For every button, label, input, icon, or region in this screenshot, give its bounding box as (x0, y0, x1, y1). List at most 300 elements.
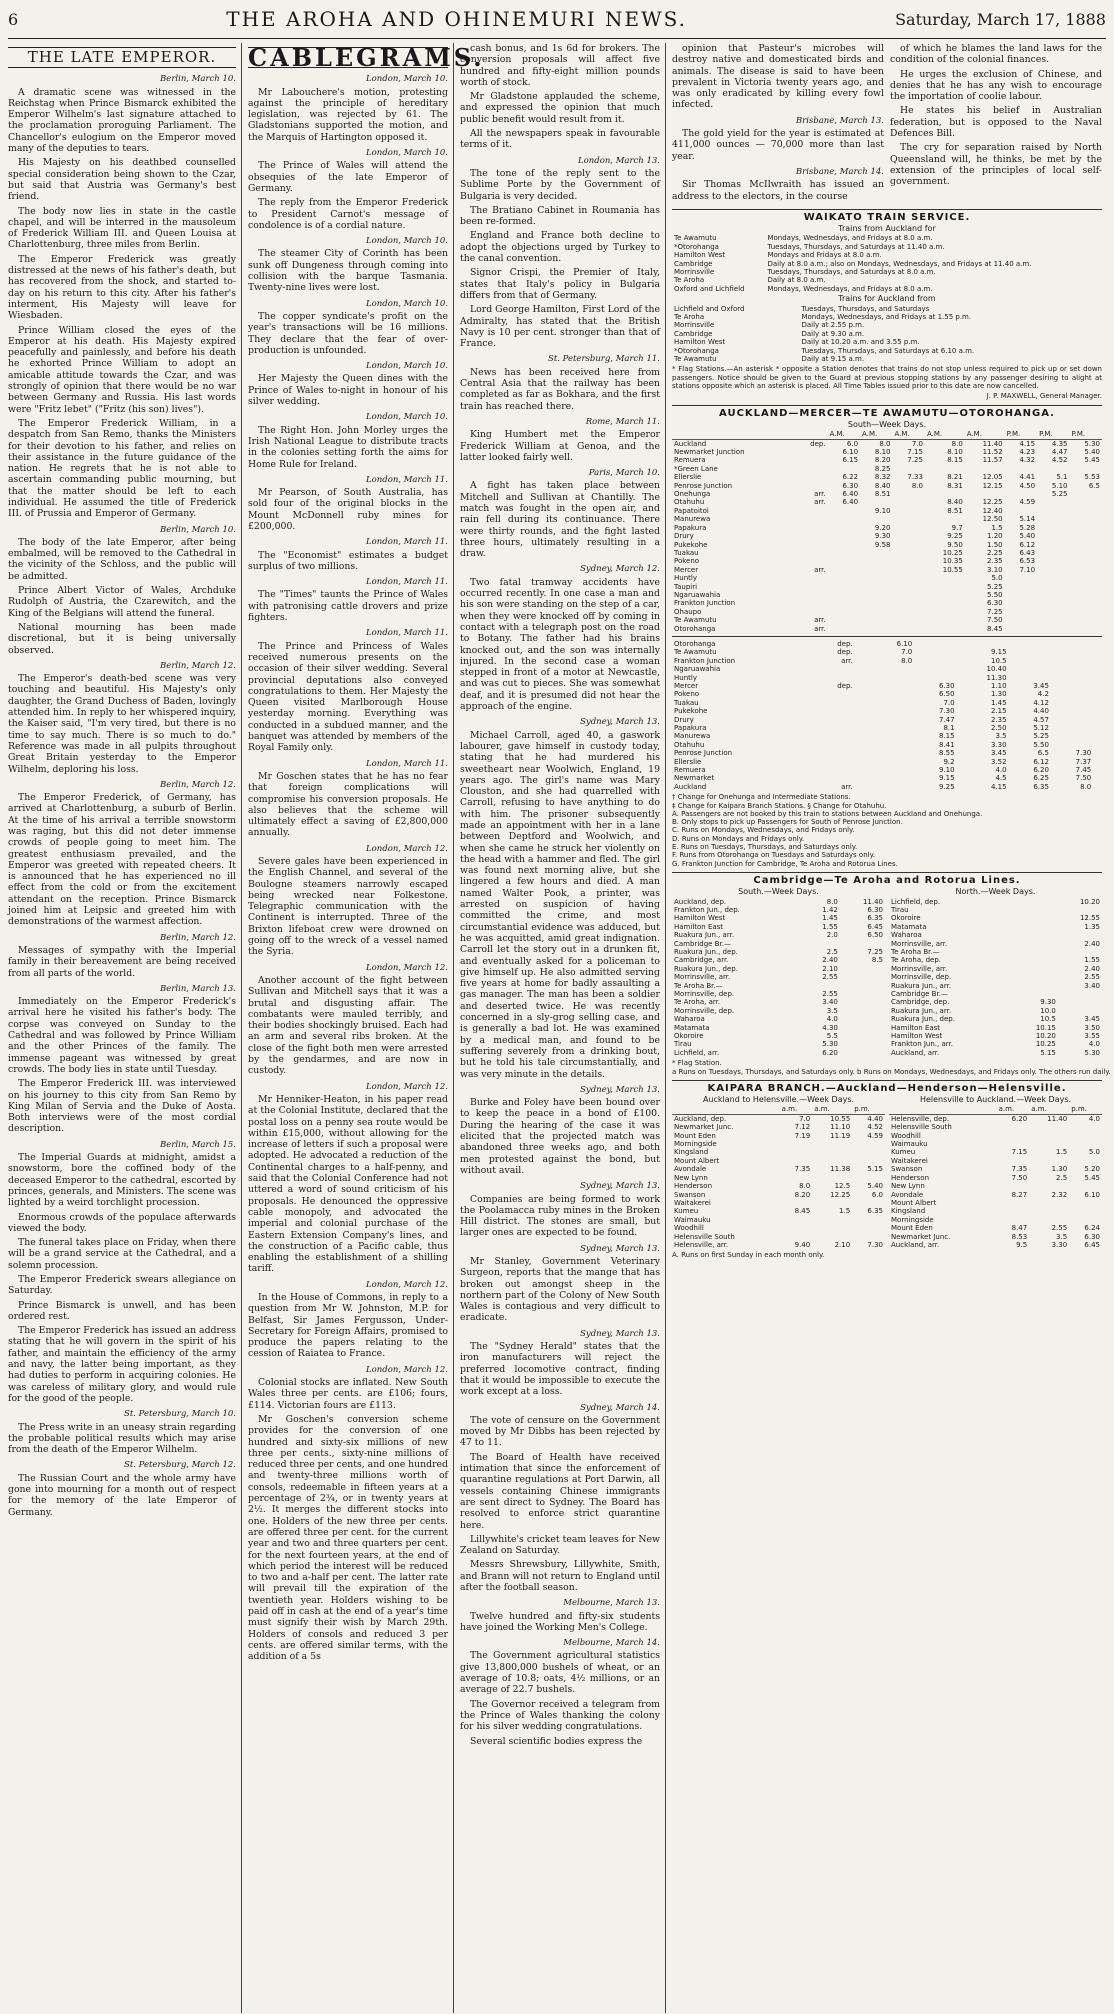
column-cablegrams-continued (460, 43, 666, 2013)
cell: arr. (841, 656, 853, 665)
table-row (672, 1024, 885, 1032)
cell (860, 599, 892, 607)
cell (1058, 906, 1102, 914)
cell (893, 608, 925, 616)
cell (957, 640, 1009, 648)
trains-from-auckland-table (672, 234, 1102, 293)
cell (1037, 507, 1069, 515)
station-name: Ohaupo (674, 607, 702, 616)
table-row (889, 1216, 1102, 1224)
cell: 3.55 (1084, 1032, 1100, 1041)
table-row (672, 1174, 885, 1182)
station-name: *Otorohanga (674, 242, 719, 251)
cell: 6.15 (842, 456, 859, 465)
timetable-subheading: North.—Week Days. (955, 887, 1036, 897)
cell: 7.15 (1011, 1148, 1028, 1157)
station-name: Otorohanga (674, 624, 716, 633)
paragraph: A dramatic scene was witnessed in the Reichstag when Prince Bismarck exhibited the Emperor Wilhelm's last signature attached to the proclamation proroguing Parliament. The Chancellor's eulogium on the Emperor moved many of the deputies to tears. (8, 86, 236, 155)
table-row (889, 1114, 1102, 1123)
paragraph: The Emperor Frederick William, in a despatch from San Remo, thanks the Ministers for their devotion to his father, and relies on their assistance in the future guidance of the nation. He regrets that he is not able to ascertain commanding public mourning, but that the matter should be left to each individual. He assumed the title of Frederick III. of Prussia and Emperor of Germany. (8, 417, 236, 520)
station-name: Woodhill (891, 1131, 921, 1140)
table-row (672, 456, 1102, 464)
cell (1069, 1199, 1102, 1207)
southbound-table (672, 430, 1102, 633)
station-name: Tirau (674, 1040, 692, 1049)
cell: 7.19 (794, 1131, 811, 1140)
cell: 11.38 (830, 1165, 851, 1174)
cell (872, 674, 914, 682)
cell (828, 515, 860, 523)
cell: 2.55 (1084, 973, 1100, 982)
cell: dep. (837, 682, 853, 690)
station-name: Drury (674, 715, 694, 724)
cell (828, 524, 860, 532)
dateline: London, March 13. (578, 155, 660, 166)
cell: 9.7 (951, 523, 963, 532)
cell (780, 1224, 813, 1232)
station-name: Morrinsville (674, 268, 715, 277)
table-row (672, 549, 1102, 557)
cell (1069, 1157, 1102, 1165)
auckland-otorohanga-timetable (672, 405, 1102, 868)
cell: 4.52 (867, 1123, 883, 1132)
cell (828, 616, 860, 624)
cell (1093, 783, 1102, 791)
cell (965, 465, 1005, 473)
table-row (672, 973, 885, 981)
cell: 3.5 (1056, 1232, 1068, 1241)
cell (840, 1024, 885, 1032)
station-name: Manurewa (674, 732, 711, 741)
paragraph: He states his belief in Australian federation, but is opposed to the Naval Defences Bill. (890, 105, 1102, 140)
table-row (672, 948, 885, 956)
station-name: Pukekohe (674, 540, 708, 549)
cell (893, 532, 925, 540)
news-item (248, 236, 448, 293)
paragraph: The Prince and Princess of Wales received numerous presents on the occasion of their silver wedding. Several provincial deputations also conveyed congratulations to them. Her Majesty the Queen visited Marlborough House yesterday morning. Everything was conducted in a subdued manner, and the banquet was attended by members of the Royal Family only. (248, 640, 448, 754)
cell: 12.05 (982, 473, 1003, 482)
note-line: A. Passengers are not booked by this train to stations between Auckland and Onehunga. (672, 809, 983, 818)
cell: 3.50 (1084, 1023, 1100, 1032)
cell: 8.40 (947, 498, 963, 507)
dateline: London, March 10. (366, 298, 448, 309)
cell (795, 583, 827, 591)
cell (840, 1032, 885, 1040)
table-row (889, 1148, 1102, 1156)
cell: 7.0 (943, 698, 955, 707)
cell (914, 674, 956, 682)
station-name: Auckland, arr. (891, 1240, 940, 1249)
station-name: New Lynn (891, 1182, 925, 1191)
table-row (889, 1157, 1102, 1165)
timetable-subheading: Helensville to Auckland.—Week Days. (919, 1095, 1072, 1105)
cell: 2.35 (990, 715, 1007, 724)
paragraph: Companies are being formed to work the Poolamacca ruby mines in the Broken Hill district. The stones are small, but larger ones are expected to be found. (460, 1193, 660, 1239)
table-row (889, 1224, 1102, 1232)
news-item (8, 1409, 236, 1455)
cell (1069, 1140, 1102, 1148)
cell: 10.35 (942, 557, 963, 566)
station-name: Morrinsville, arr. (891, 964, 948, 973)
timetable-title: Cambridge—Te Aroha and Rotorua Lines. (753, 874, 1021, 886)
cell: 7.25 (867, 947, 883, 956)
cell (965, 490, 1005, 498)
cell (997, 1216, 1030, 1224)
cell: arr. (814, 616, 826, 625)
table-row (672, 1123, 885, 1131)
cell (1051, 640, 1093, 648)
station-name: Waharoa (891, 931, 922, 940)
table-row (889, 923, 1102, 931)
cell (863, 783, 872, 791)
station-name: Te Aroha (674, 313, 705, 321)
cell (872, 732, 914, 740)
cell (795, 532, 827, 540)
station-name: Penrose Junction (674, 481, 733, 490)
station-name: Henderson (674, 1182, 713, 1191)
table-row (889, 898, 1102, 906)
cell (872, 699, 914, 707)
cell (855, 690, 864, 698)
table-row (672, 566, 1102, 574)
cell (780, 1233, 813, 1241)
paragraph: The Russian Court and the whole army have gone into mourning for a month out of respect for the memory of the late Emperor of Germany. (8, 1472, 236, 1518)
table-row (672, 591, 1102, 599)
cell: 9.5 (1016, 1240, 1028, 1249)
news-item (460, 1329, 660, 1398)
station-name: Auckland (674, 782, 707, 791)
cell (997, 1140, 1030, 1148)
column-header: a.m. (1029, 1105, 1069, 1114)
cell: 5.25 (987, 582, 1003, 591)
cell (828, 599, 860, 607)
news-item (8, 933, 236, 979)
cell: 8.31 (947, 481, 963, 490)
cell: 8.20 (874, 456, 891, 465)
station-name: Huntly (674, 673, 697, 682)
cell: 4.32 (1019, 456, 1036, 465)
table-row (889, 1182, 1102, 1190)
cell: 2.10 (822, 964, 838, 973)
cell (1037, 498, 1069, 506)
cell: 2.15 (990, 707, 1007, 716)
cell (1029, 1199, 1069, 1207)
table-row (889, 1015, 1102, 1023)
cell (812, 1216, 852, 1224)
cell: 9.10 (939, 766, 955, 775)
note-line: E. Runs on Tuesdays, Thursdays, and Saturdays only. (672, 843, 858, 852)
table-row (889, 948, 1102, 956)
table-row (672, 507, 1102, 515)
cell: Tuesdays, Thursdays, and Saturdays at 11.40 a.m. (767, 242, 945, 251)
cell (795, 515, 827, 523)
news-item (672, 167, 884, 202)
cell: 1.5 (1056, 1148, 1068, 1157)
paragraph: The Emperor Frederick swears allegiance on Saturday. (8, 1273, 236, 1297)
cell: 6.50 (867, 931, 883, 940)
table-row (672, 956, 885, 964)
cell (828, 625, 860, 633)
news-right (890, 43, 1102, 205)
cell: 6.30 (867, 905, 883, 914)
dateline: Sydney, March 12. (580, 564, 660, 575)
news-item (460, 1598, 660, 1633)
trains-to-auckland-table (672, 305, 1102, 364)
cell: 10.20 (1035, 1032, 1056, 1041)
cell: 5.40 (1084, 448, 1100, 457)
header-row (672, 1105, 885, 1114)
cell: 4.41 (1019, 473, 1036, 482)
paragraph: National mourning has been made discretional, but it is being universally observed. (8, 621, 236, 656)
dateline: Sydney, March 13. (580, 1181, 660, 1192)
paragraph: A fight has taken place between Mitchell and Sullivan at Chantilly. The match was fought in the open air, and rain fell during its continuance. There were thirty rounds, and the fight lasted three hours, ultimately resulting in a draw. (460, 480, 660, 560)
cell: 3.45 (1084, 1015, 1100, 1024)
cell: 10.55 (942, 565, 963, 574)
paragraph: Enormous crowds of the populace afterwards viewed the body. (8, 1211, 236, 1234)
cell (1093, 707, 1102, 715)
cell (1005, 591, 1037, 599)
news-item (460, 1181, 660, 1238)
cell (1005, 465, 1037, 473)
cell (893, 490, 925, 498)
station-name: Te Aroha Br.— (674, 981, 723, 990)
cell: 10.55 (830, 1114, 851, 1123)
dateline: London, March 12. (366, 962, 448, 973)
station-name: Morrinsville, dep. (674, 990, 735, 999)
cell (1093, 674, 1102, 682)
paragraph: The copper syndicate's profit on the year's transactions will be 16 millions. They declare that the fear of over-production is unfounded. (248, 310, 448, 356)
station-name: Te Awamutu (674, 234, 717, 243)
cell: Mondays, Wednesdays, and Fridays at 8.0 a.m. (767, 284, 933, 293)
cell (1051, 657, 1093, 665)
cell (1070, 507, 1102, 515)
news-item (248, 537, 448, 572)
table-row (672, 448, 1102, 456)
cell (893, 591, 925, 599)
cell (828, 532, 860, 540)
cell (997, 1207, 1030, 1215)
cell: 1.5 (991, 523, 1003, 532)
cell (893, 524, 925, 532)
station-name: Drury (674, 532, 694, 541)
dateline: Brisbane, March 13. (795, 115, 884, 126)
station-name: Frankton Junction (674, 656, 736, 665)
cell: 2.25 (987, 548, 1003, 557)
cell: 3.10 (987, 565, 1003, 574)
cell: 5.53 (1084, 473, 1100, 482)
paragraph: Messages of sympathy with the Imperial family in their bereavement are being received from all parts of the world. (8, 944, 236, 979)
cell: 7.35 (794, 1165, 811, 1174)
cell: 7.50 (1011, 1173, 1028, 1182)
table-row (889, 1132, 1102, 1140)
cell (852, 1224, 885, 1232)
cell: 8.21 (947, 473, 963, 482)
news-item (248, 74, 448, 143)
table-row (672, 1241, 885, 1249)
table-row (889, 1165, 1102, 1173)
cell (1029, 1157, 1069, 1165)
station-name: Swanson (674, 1190, 706, 1199)
cell: 2.35 (987, 557, 1003, 566)
table-row (672, 234, 1102, 242)
station-name: Matamata (674, 1023, 710, 1032)
cell: 7.0 (901, 648, 913, 657)
cell (1037, 541, 1069, 549)
cell (860, 566, 892, 574)
cell: 6.30 (842, 481, 859, 490)
table-row (889, 1207, 1102, 1215)
news-item (460, 354, 660, 411)
cell: 6.24 (1084, 1224, 1100, 1233)
dateline: Paris, March 10. (588, 468, 660, 479)
table-row (889, 931, 1102, 939)
cell: 4.23 (1019, 448, 1036, 457)
cell: Daily at 9.15 a.m. (801, 355, 865, 364)
cell: arr. (814, 624, 826, 633)
cell: 6.50 (939, 690, 955, 699)
cell: 9.30 (1040, 998, 1056, 1007)
cell: 8.55 (939, 749, 955, 758)
cell: 3.52 (990, 757, 1007, 766)
cell: 4.15 (1019, 439, 1036, 448)
cell: 7.12 (794, 1123, 811, 1132)
table-row (672, 355, 1102, 363)
column-header: A.M. (860, 430, 892, 439)
paragraph: Messrs Shrewsbury, Lillywhite, Smith, and Brann will not return to England until after the football season. (460, 1559, 660, 1593)
station-name: Waimauku (674, 1215, 711, 1224)
cell: 6.10 (842, 448, 859, 457)
cell: dep. (837, 639, 853, 648)
paragraph: The Emperor Frederick was greatly distressed at the news of his father's death, but has recovered from the shock, and started to-day on his return to this city. After his father's interment, His Majesty will leave for Wiesbaden. (8, 253, 236, 322)
table-row (672, 690, 1102, 698)
cell (863, 749, 872, 757)
station-name: Ellerslie (674, 757, 702, 766)
paragraph: Mr Henniker-Heaton, in his paper read at the Colonial Institute, declared that the postal loss on a penny sea route would be within £15,000, without allowing for the increase of letters if such a proposal were adopted. He advocated a reduction of the Continental charges to a half-penny, and said that the Colonial Conference had not uttered a word of sound criticism of his proposals. He denounced the oppressive cable monopoly, and advocated the imperial and colonial purchase of the Eastern Extension Company's lines, and the construction of a Pacific cable, thus enabling the establishment of a shilling tariff. (248, 1093, 448, 1275)
cell (1070, 524, 1102, 532)
cell: 6.0 (871, 1190, 883, 1199)
cell (860, 557, 892, 565)
table-row (889, 1140, 1102, 1148)
note-line: G. Frankton Junction for Cambridge, Te Aroha and Rotorua Lines. (672, 859, 898, 868)
table-row (672, 599, 1102, 607)
cell (1051, 741, 1093, 749)
station-name: New Lynn (674, 1173, 708, 1182)
news-item (672, 116, 884, 162)
cell: arr. (841, 782, 853, 791)
cell: 7.45 (1075, 766, 1092, 775)
cell: 12.25 (982, 498, 1003, 507)
column-header: p.m. (1069, 1105, 1102, 1114)
cell (828, 583, 860, 591)
news-item (460, 417, 660, 463)
newspaper-title: THE AROHA AND OHINEMURI NEWS. (226, 7, 687, 31)
cell: 9.40 (794, 1240, 811, 1249)
station-name: Waimauku (891, 1140, 928, 1149)
station-name: Newmarket Junction (674, 448, 745, 457)
cell (1051, 699, 1093, 707)
dateline: London, March 10. (366, 74, 448, 85)
cell (1069, 1123, 1102, 1131)
cell: 4.52 (1051, 456, 1068, 465)
station-name: Waitakerei (891, 1156, 928, 1165)
cell (1070, 549, 1102, 557)
cell (1070, 498, 1102, 506)
cell: 8.40 (874, 481, 891, 490)
cell (1070, 599, 1102, 607)
cell (893, 574, 925, 582)
station-name: Oxford and Lichfield (674, 284, 745, 293)
cell: 7.0 (799, 1114, 811, 1123)
header-row (672, 430, 1102, 439)
station-name: Morningside (674, 1140, 717, 1149)
cell: 9.58 (874, 540, 891, 549)
cell (812, 1148, 852, 1156)
cell (872, 758, 914, 766)
cell (840, 940, 885, 948)
cell: 5.20 (1084, 1165, 1100, 1174)
cell: 8.0 (911, 481, 923, 490)
news-item (248, 759, 448, 839)
column-header: P.M. (1037, 430, 1069, 439)
cell (860, 515, 892, 523)
cell (1093, 749, 1102, 757)
table-row (672, 665, 1102, 673)
cell: 8.10 (874, 448, 891, 457)
cell (860, 591, 892, 599)
cell (852, 1174, 885, 1182)
table-row (672, 251, 1102, 259)
cell: 6.35 (1033, 782, 1049, 791)
cell: 5.25 (1033, 732, 1049, 741)
station-name: Helensville, arr. (674, 1240, 729, 1249)
paragraph: The Emperor Frederick has issued an address stating that he will govern in the spirit of his father, and maintain the efficiency of the army and navy, the latter being important, as they had duties to perform in acquiring colonies. He was careless of military glory, and would rule for the good of the people. (8, 1325, 236, 1404)
cell: 12.40 (982, 506, 1003, 515)
cell (1029, 1182, 1069, 1190)
table-row (672, 682, 1102, 690)
cambridge-te-aroha-timetable (672, 872, 1111, 1076)
station-name: Helensville South (891, 1123, 952, 1132)
cell: 5.15 (867, 1165, 883, 1174)
paragraph: Immediately on the Emperor Frederick's arrival here he visited his father's body. The corpse was conveyed on Sunday to the Cathedral and was followed by Prince William and the other Princes of the family. The immense pageant was witnessed by great crowds. The body lies in state until Tuesday. (8, 996, 236, 1075)
cell (1070, 608, 1102, 616)
dateline: Brisbane, March 14. (795, 166, 884, 177)
cell: 8.0 (879, 439, 891, 448)
cell (803, 940, 840, 948)
paragraph: The body of the late Emperor, after being embalmed, will be removed to the Cathedral in the vicinity of the Schloss, and the public will be admitted. (8, 536, 236, 582)
cell: 6.12 (1033, 757, 1049, 766)
table-row (672, 749, 1102, 757)
cell (925, 591, 965, 599)
paragraph: of which he blames the land laws for the condition of the colonial finances. (890, 43, 1102, 66)
cell (1037, 515, 1069, 523)
station-name: Ellerslie (674, 473, 702, 482)
dateline: Berlin, March 12. (160, 660, 236, 671)
cell (863, 774, 872, 782)
cell (1037, 557, 1069, 565)
timetable-subheading: South.—Week Days. (738, 887, 819, 897)
column-header (672, 1105, 780, 1114)
station-name: Te Aroha (674, 276, 705, 285)
station-name: *Green Lane (674, 464, 718, 473)
cell (780, 1157, 813, 1165)
cell (860, 625, 892, 633)
station-name: Mount Eden (674, 1131, 716, 1140)
cell (893, 625, 925, 633)
station-name: Hamilton West (674, 251, 726, 260)
station-name: Frankton Junction (674, 599, 736, 608)
cell: 7.50 (1075, 774, 1092, 783)
dateline: Berlin, March 12. (160, 779, 236, 790)
